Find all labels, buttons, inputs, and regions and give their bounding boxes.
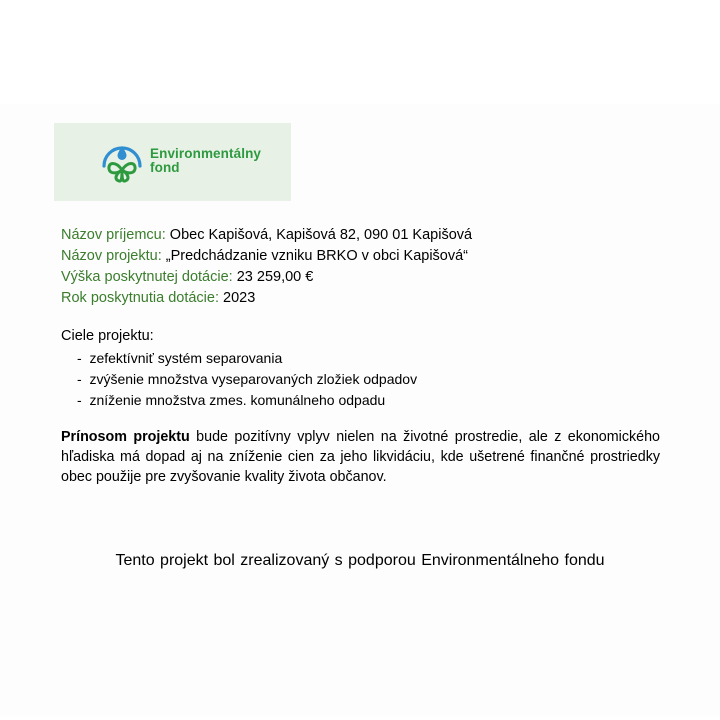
project-value: „Predchádzanie vzniku BRKO v obci Kapišová“ xyxy=(165,248,469,264)
logo-text xyxy=(150,147,261,175)
benefit-text: bude pozitívny vplyv nielen na životné prostredie, ale z ekonomického hľadiska má dopad aj na zníženie cien za jeho likvidáciu, kde ušetrené finančné prostriedky obec použije pre zvyšovanie kvality života občanov. xyxy=(61,429,660,485)
amount-label: Výška poskytnutej dotácie: xyxy=(61,269,233,285)
list-item: - zníženie množstva zmes. komunálneho odpadu xyxy=(77,390,417,411)
list-item: - zefektívniť systém separovania xyxy=(77,348,417,369)
year-value: 2023 xyxy=(223,290,256,306)
goals-title: Ciele projektu: xyxy=(61,328,154,344)
recipient-row xyxy=(61,225,472,246)
recipient-value: Obec Kapišová, Kapišová 82, 090 01 Kapišová xyxy=(169,227,473,243)
recipient-label: Názov príjemcu: xyxy=(61,227,166,243)
benefit-paragraph xyxy=(61,427,660,487)
amount-row xyxy=(61,267,472,288)
amount-value: 23 259,00 € xyxy=(236,269,314,285)
project-info xyxy=(61,225,472,309)
leaf-drop-logo-icon xyxy=(99,140,145,184)
list-item: - zvýšenie množstva vyseparovaných zložiek odpadov xyxy=(77,369,417,390)
footer-statement: Tento projekt bol zrealizovaný s podporou Environmentálneho fondu xyxy=(115,552,605,569)
logo-line1: Environmentálny xyxy=(150,146,262,161)
project-row xyxy=(61,246,472,267)
year-row xyxy=(61,288,472,309)
project-label: Názov projektu: xyxy=(61,248,162,264)
year-label: Rok poskytnutia dotácie: xyxy=(61,290,219,306)
goals-list xyxy=(77,348,417,411)
logo-line2: fond xyxy=(150,160,180,175)
benefit-title: Prínosom projektu xyxy=(61,429,190,445)
